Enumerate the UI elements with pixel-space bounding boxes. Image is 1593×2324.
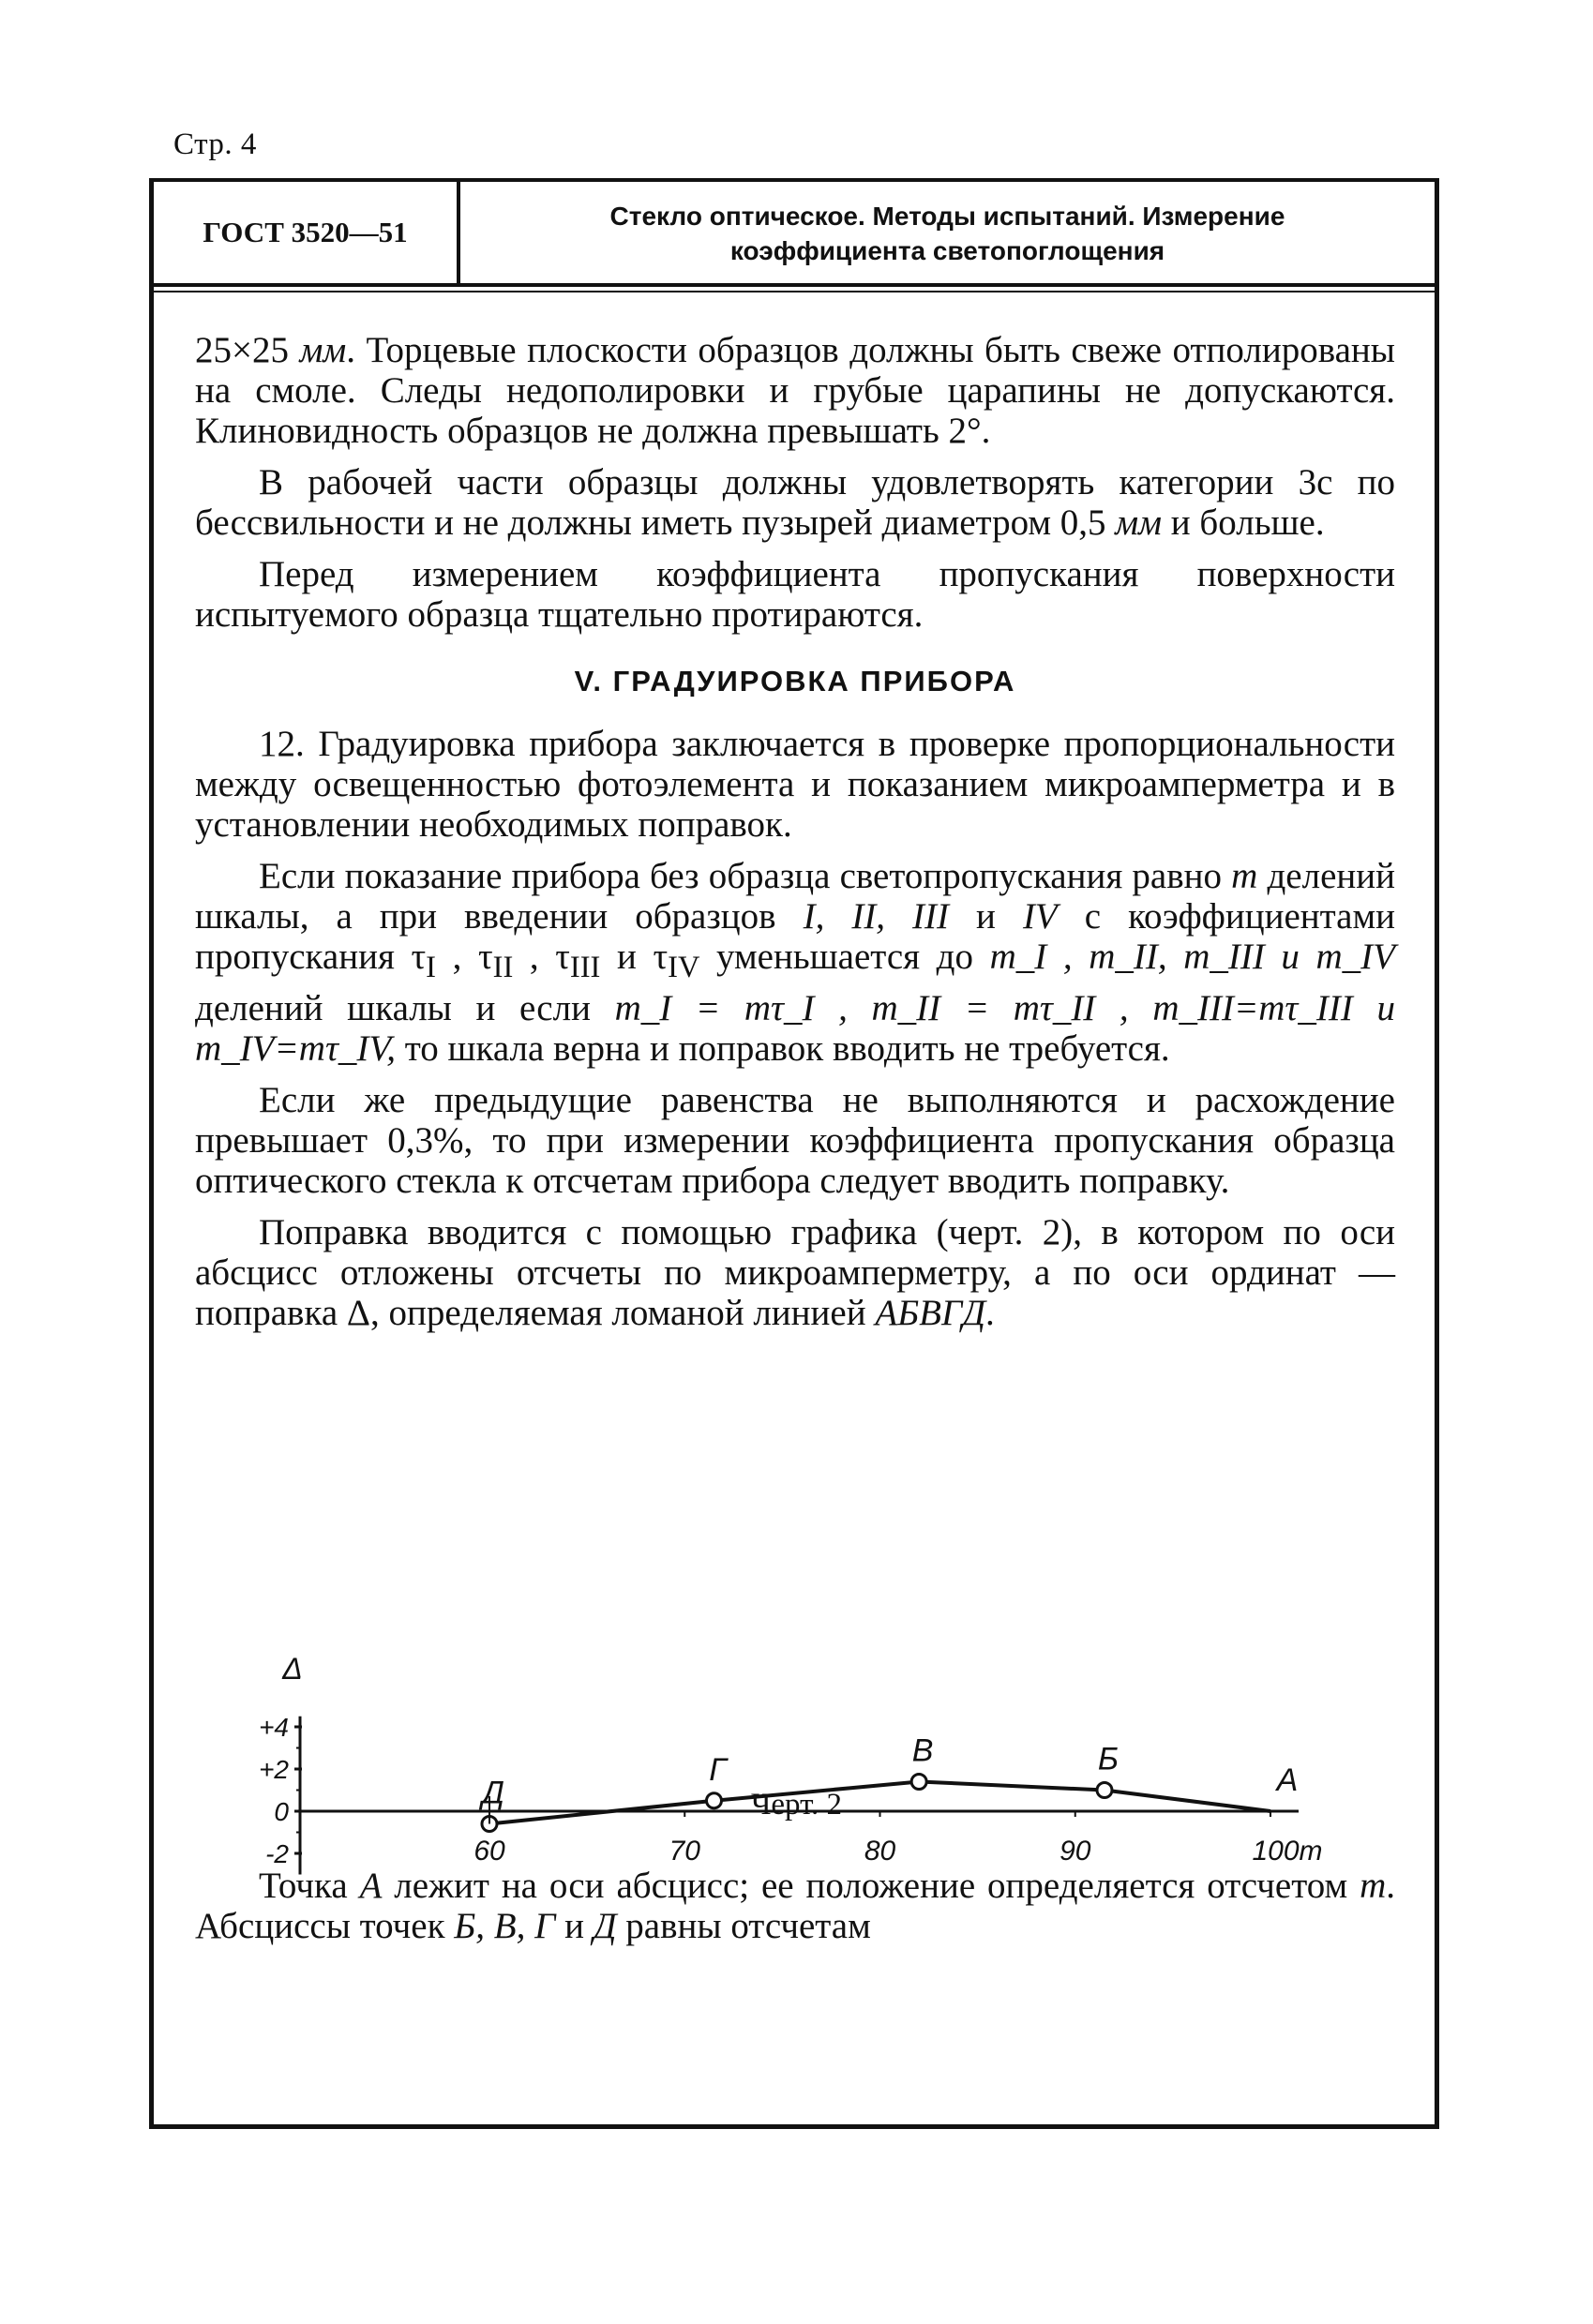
standard-title (460, 184, 1435, 283)
standard-code: ГОСТ 3520—51 (203, 216, 408, 248)
bottom-text (195, 1866, 1395, 1946)
x-tick-label: 100m (1252, 1836, 1323, 1867)
header-bottom-border-thin (149, 291, 1439, 292)
standard-title-line2: коэффициента светопоглощения (729, 236, 1165, 265)
x-tick-label: 80 (864, 1836, 896, 1867)
point-label: Д (482, 1775, 504, 1811)
page-number: Стр. 4 (173, 127, 257, 161)
x-tick-label: 90 (1059, 1836, 1091, 1867)
paragraph-calibration: 12. Градуировка прибора заключается в проверке пропорциональности между освещенностью фотоэлемента и показанием микроамперметра и в установлении необходимых поправок. (195, 724, 1395, 845)
main-text (195, 330, 1395, 1333)
y-tick-label: 0 (274, 1797, 289, 1826)
y-tick-label: +4 (259, 1713, 289, 1742)
point-label: Б (1097, 1741, 1120, 1777)
x-tick-label: 60 (473, 1836, 505, 1867)
point-label: В (911, 1732, 934, 1769)
y-tick-label: -2 (265, 1839, 289, 1868)
header-bottom-border (149, 283, 1439, 287)
figure-caption: Черт. 2 (750, 1788, 843, 1822)
paragraph-conditions: Если показание прибора без образца светопропускания равно m делений шкалы, а при введении образцов I, II, III и IV с коэффициентами пропускания $\tau_I$ , $\tau_{II}$ , $\tau_{III}$ и $\tau_{IV}$ уменьшается до m_I , m_II, m_III и m_IV делений шкалы и если m_I = mτ_I , m_II = mτ_II , m_III=mτ_III и m_IV=mτ_IV, то шкала верна и поправок вводить не требуется. (195, 856, 1396, 1069)
paragraph-dimensions: 25×25 мм. Торцевые плоскости образцов должны быть свеже отполированы на смоле. Следы недополировки и грубые царапины не допускаются. Клиновидность образцов не должна превышать 2°. (195, 330, 1396, 451)
standard-title-line1: Стекло оптическое. Методы испытаний. Измерение (609, 202, 1285, 231)
paragraph-quality: В рабочей части образцы должны удовлетворять категории 3с по бессвильности и не должны иметь пузырей диаметром 0,5 мм и больше. (195, 462, 1395, 543)
y-tick-label: +2 (259, 1755, 289, 1784)
paragraph-deviation: Если же предыдущие равенства не выполняются и расхождение превышает 0,3%, то при измерении коэффициента пропускания образца оптического стекла к отсчетам прибора следует вводить поправку. (195, 1079, 1395, 1201)
paragraph-correction: Поправка вводится с помощью графика (черт. 2), в котором по оси абсцисс отложены отсчеты по микроамперметру, а по оси ординат — поправка Δ, определяемая ломаной линией АБВГД. (195, 1211, 1395, 1333)
section-title: V. ГРАДУИРОВКА ПРИБОРА (574, 665, 1016, 697)
frame-right-border (1435, 178, 1439, 2128)
paragraph-cleaning: Перед измерением коэффициента пропускания поверхности испытуемого образца тщательно протираются. (195, 554, 1395, 635)
paragraph-point-a: Точка А лежит на оси абсцисс; ее положение определяется отсчетом m. Абсциссы точек Б, В, Г и Д равны отсчетам (195, 1866, 1395, 1946)
point-label: А (1276, 1762, 1299, 1798)
point-label: Г (709, 1751, 727, 1788)
frame-bottom-border (149, 2124, 1439, 2129)
y-axis-label: Δ (282, 1651, 303, 1686)
x-tick-label: 70 (669, 1836, 700, 1867)
